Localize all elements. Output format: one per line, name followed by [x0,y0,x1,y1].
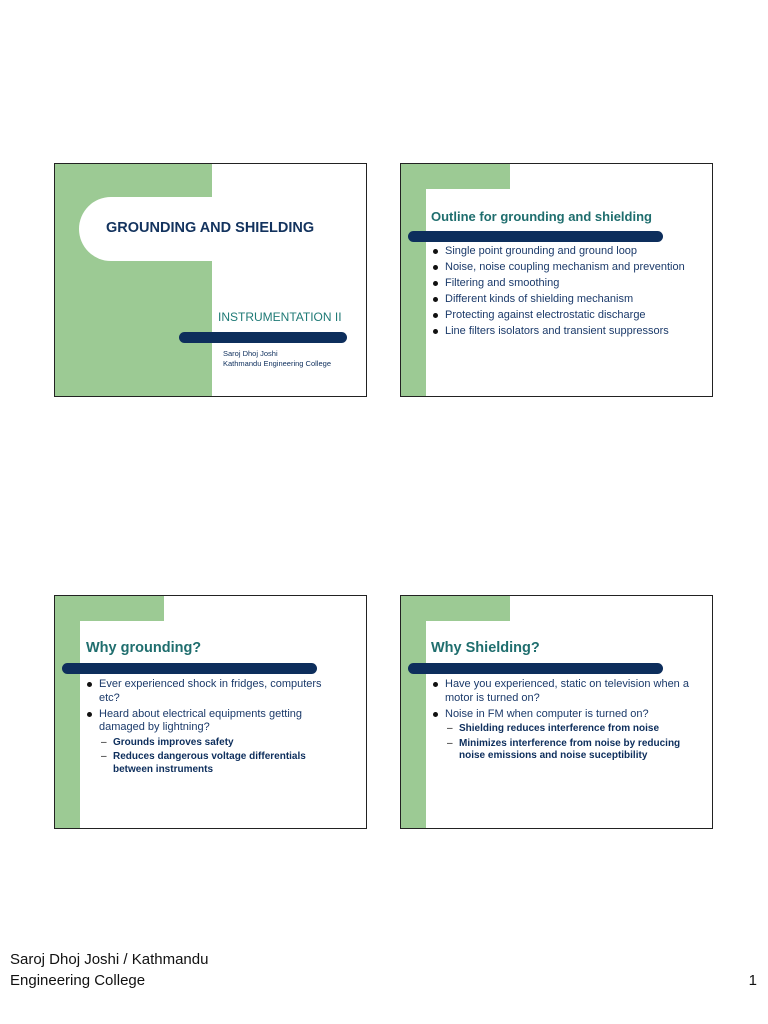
slide-green-tab [401,596,510,621]
slide-subtitle: INSTRUMENTATION II [218,310,342,324]
sub-bullet-list [445,723,701,763]
footer-author-line: Engineering College [10,972,146,989]
page-number: 1 [748,972,757,989]
list-item: Have you experienced, static on television when a motor is turned on? [431,678,701,705]
list-item-text: Noise in FM when computer is turned on? [445,707,649,720]
list-item: Different kinds of shielding mechanism [431,293,706,307]
list-item: Line filters isolators and transient suppressors [431,325,706,339]
slide-accent-bar [179,332,347,343]
slide-outline [400,163,713,397]
slide-bullet-list [85,678,330,779]
sub-list-item: – Shielding reduces interference from noise [445,723,701,736]
slide-green-sidebar [401,596,426,828]
sub-list-item: – Minimizes interference from noise by reducing noise emissions and noise suceptibility [445,738,701,763]
slide-why-shielding [400,595,713,829]
slide-author-name: Saroj Dhoj Joshi [223,349,278,358]
slide-green-tab [401,164,510,189]
slide-author-college: Kathmandu Engineering College [223,359,331,368]
slide-title-heading: GROUNDING AND SHIELDING [106,220,315,236]
list-item: Noise, noise coupling mechanism and prevention [431,261,706,275]
footer-author [10,949,208,991]
sub-list-item: – Reduces dangerous voltage differentials between instruments [99,751,330,776]
slide-green-sidebar [55,596,80,828]
sub-bullet-list [99,737,330,777]
slide-accent-bar [408,663,663,674]
slide-heading: Why grounding? [86,640,202,656]
slide-green-tab [55,596,164,621]
slide-accent-bar [408,231,663,242]
list-item: Filtering and smoothing [431,277,706,291]
slide-accent-bar [62,663,317,674]
list-item: Protecting against electrostatic discharge [431,309,706,323]
list-item: Ever experienced shock in fridges, computers etc? [85,678,330,705]
footer-author-line: Saroj Dhoj Joshi / Kathmandu [10,951,209,968]
slide-title [54,163,367,397]
list-item [431,708,701,763]
list-item [85,708,330,777]
list-item: Single point grounding and ground loop [431,245,706,259]
list-item-text: Heard about electrical equipments getting damaged by lightning? [99,707,303,733]
slide-bullet-list [431,678,701,765]
slide-heading: Outline for grounding and shielding [431,209,652,224]
slide-bullet-list [431,245,706,341]
slide-heading: Why Shielding? [431,640,540,656]
slide-green-sidebar [401,164,426,396]
slide-why-grounding [54,595,367,829]
sub-list-item: – Grounds improves safety [99,737,330,750]
